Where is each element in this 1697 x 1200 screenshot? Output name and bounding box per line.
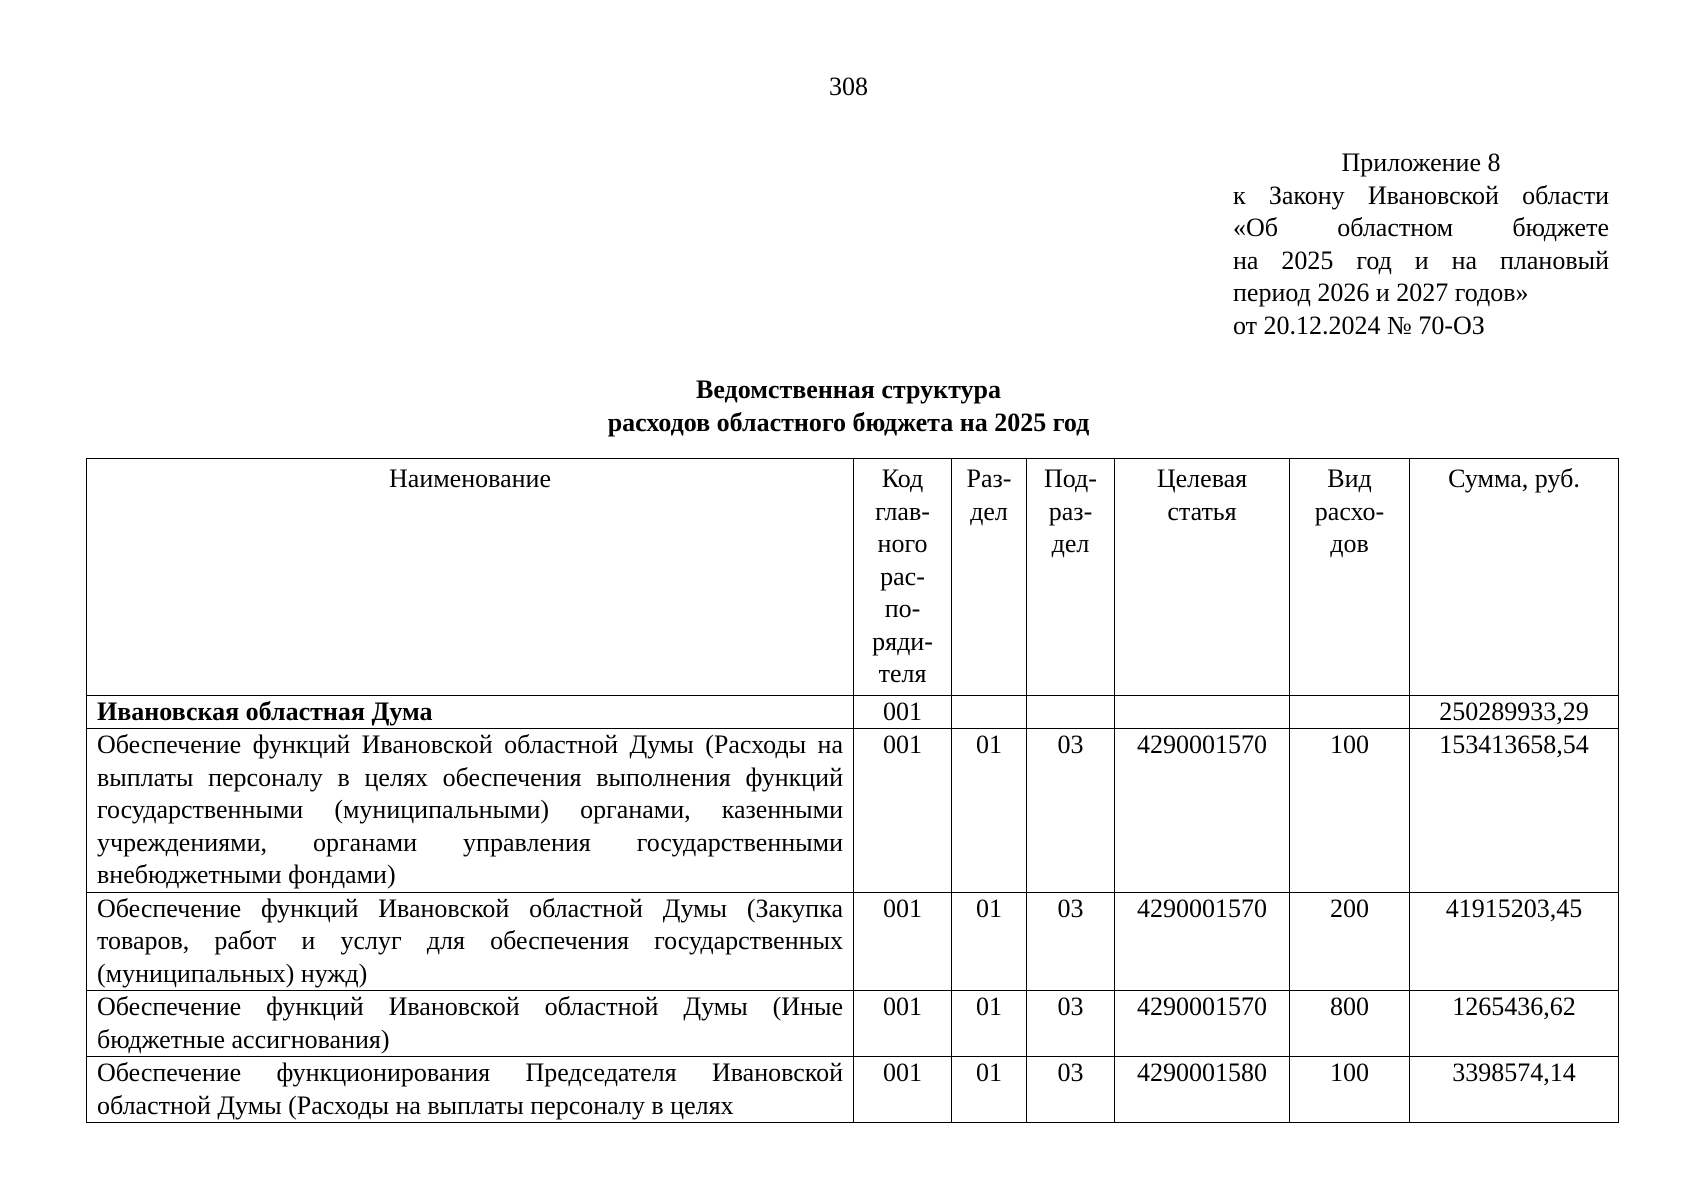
table-row [87, 991, 1619, 1057]
row-code: 001 [854, 1057, 952, 1123]
table-header-row [87, 459, 1619, 696]
annex-line-3: «Об областном бюджете [1233, 213, 1609, 242]
row-expense-type [1290, 695, 1410, 729]
header-section: Раз- дел [952, 459, 1027, 696]
row-sum: 41915203,45 [1410, 892, 1619, 991]
table-row [87, 729, 1619, 893]
table-row [87, 892, 1619, 991]
row-name: Обеспечение функционирования Председателя Ивановской областной Думы (Расходы на выплаты персоналу в целях [87, 1057, 854, 1123]
annex-line-4: на 2025 год и на плановый [1233, 245, 1609, 275]
annex-line-1: Приложение 8 [1341, 148, 1501, 177]
header-sum: Сумма, руб. [1410, 459, 1619, 696]
annex-line-5: период 2026 и 2027 годов» [1233, 278, 1529, 307]
header-code: Код глав- ного рас- по- ряди- теля [854, 459, 952, 696]
row-article [1115, 695, 1290, 729]
row-name: Обеспечение функций Ивановской областной Думы (Иные бюджетные ассигнования) [87, 991, 854, 1057]
page-number: 308 [829, 72, 868, 101]
row-name: Ивановская областная Дума [87, 695, 854, 729]
row-sum: 3398574,14 [1410, 1057, 1619, 1123]
header-article: Целевая статья [1115, 459, 1290, 696]
row-expense-type: 200 [1290, 892, 1410, 991]
row-section: 01 [952, 1057, 1027, 1123]
row-section: 01 [952, 729, 1027, 893]
row-subsection: 03 [1027, 729, 1115, 893]
table-row [87, 695, 1619, 729]
document-title [0, 373, 1697, 439]
row-sum: 1265436,62 [1410, 991, 1619, 1057]
row-code: 001 [854, 991, 952, 1057]
row-section: 01 [952, 991, 1027, 1057]
annex-line-6: от 20.12.2024 № 70-ОЗ [1233, 310, 1485, 340]
annex-line-2: к Закону Ивановской области [1233, 180, 1609, 210]
title-line-2: расходов областного бюджета на 2025 год [607, 408, 1090, 437]
header-subsection: Под- раз- дел [1027, 459, 1115, 696]
row-article: 4290001570 [1115, 892, 1290, 991]
row-sum: 153413658,54 [1410, 729, 1619, 893]
row-expense-type: 100 [1290, 729, 1410, 893]
header-name: Наименование [87, 459, 854, 696]
annex-block [1233, 147, 1609, 342]
row-subsection: 03 [1027, 991, 1115, 1057]
row-subsection [1027, 695, 1115, 729]
row-code: 001 [854, 892, 952, 991]
row-section: 01 [952, 892, 1027, 991]
budget-table [86, 458, 1619, 1123]
row-article: 4290001570 [1115, 729, 1290, 893]
row-subsection: 03 [1027, 1057, 1115, 1123]
table-row [87, 1057, 1619, 1123]
row-code: 001 [854, 729, 952, 893]
row-section [952, 695, 1027, 729]
row-code: 001 [854, 695, 952, 729]
row-article: 4290001580 [1115, 1057, 1290, 1123]
row-article: 4290001570 [1115, 991, 1290, 1057]
row-subsection: 03 [1027, 892, 1115, 991]
title-line-1: Ведомственная структура [696, 375, 1001, 404]
row-expense-type: 800 [1290, 991, 1410, 1057]
row-name: Обеспечение функций Ивановской областной Думы (Расходы на выплаты персоналу в целях обеспечения выполнения функций государственными (муниципальными) органами, казенными учреждениями, органами управления государственными внебюджетными фондами) [87, 729, 854, 893]
row-sum: 250289933,29 [1410, 695, 1619, 729]
header-expense-type: Вид расхо- дов [1290, 459, 1410, 696]
row-expense-type: 100 [1290, 1057, 1410, 1123]
row-name: Обеспечение функций Ивановской областной Думы (Закупка товаров, работ и услуг для обеспечения государственных (муниципальных) нужд) [87, 892, 854, 991]
